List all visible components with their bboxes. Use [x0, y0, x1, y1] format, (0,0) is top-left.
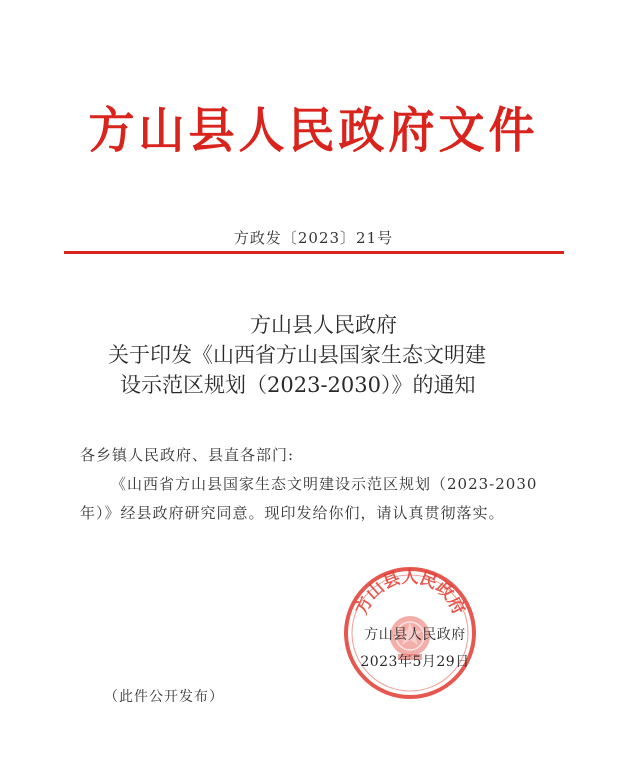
- seal-text: 方山县人民政府: [351, 567, 469, 618]
- document-number: 方政发〔2023〕21号: [233, 229, 394, 247]
- title-line-2: 关于印发《山西省方山县国家生态文明建: [108, 343, 486, 367]
- title-line-3: 设示范区规划（2023-2030）》的通知: [120, 373, 476, 397]
- header-red-rule: [64, 251, 564, 254]
- title-line-1: 方山县人民政府: [250, 313, 397, 337]
- signature-date: 2023年5月29日: [360, 654, 470, 670]
- svg-text:方山县人民政府: [351, 567, 470, 617]
- notice-title: [0, 310, 627, 400]
- document-header-title: 方山县人民政府文件: [88, 101, 539, 159]
- salutation: 各乡镇人民政府、县直各部门:: [80, 446, 295, 464]
- public-disclosure-note: （此件公开发布）: [104, 689, 224, 705]
- signature-organization: 方山县人民政府: [364, 627, 466, 643]
- body-paragraph: 《山西省方山县国家生态文明建设示范区规划（2023-2030年）》经县政府研究同意。现印发给你们，请认真贯彻落实。: [80, 475, 538, 522]
